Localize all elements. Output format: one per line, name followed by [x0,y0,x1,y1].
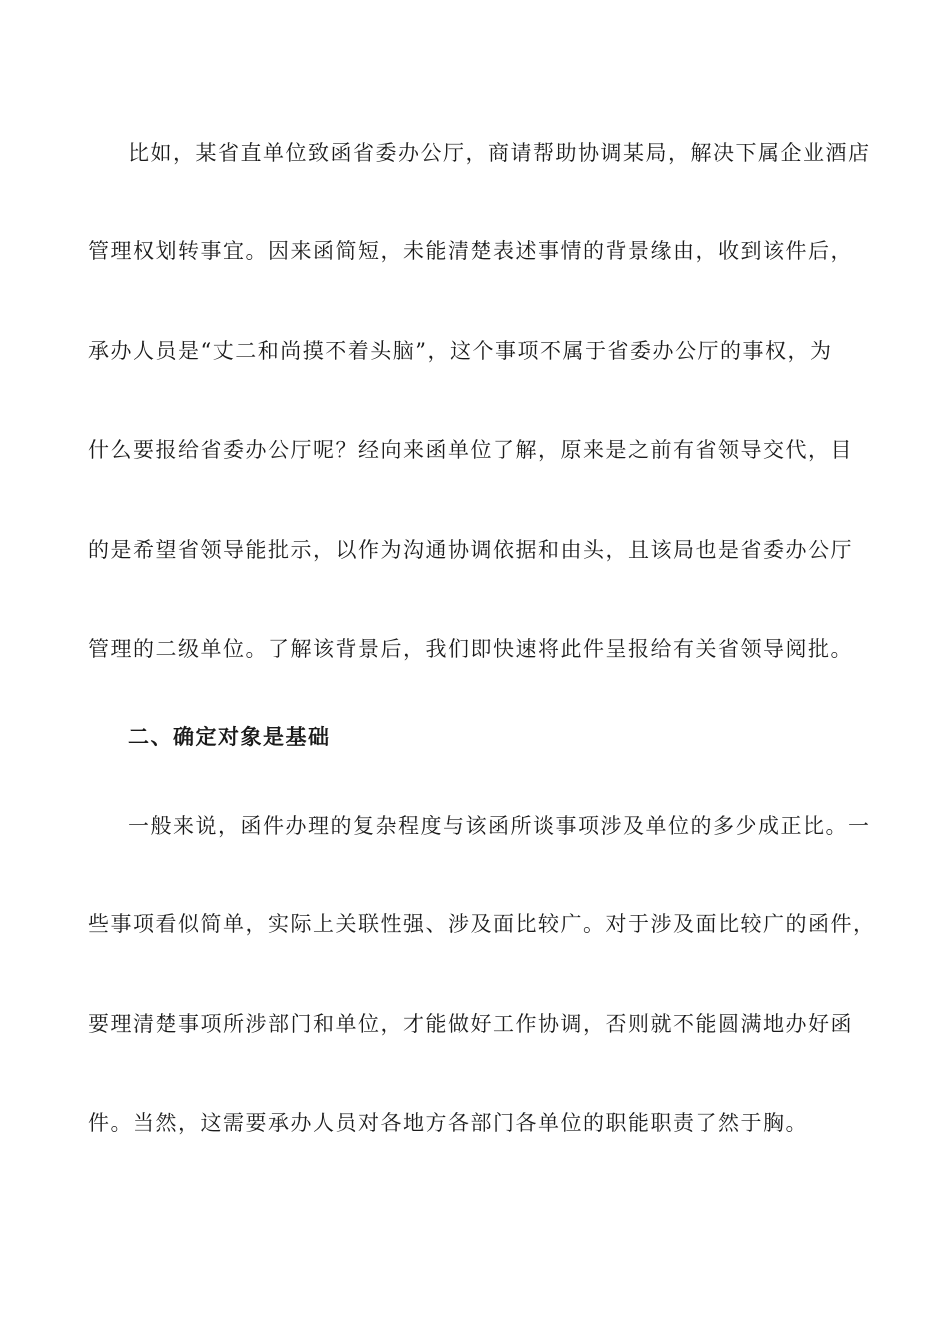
paragraph-1-line-4: 什么要报给省委办公厅呢？经向来函单位了解，原来是之前有省领导交代，目 [88,438,853,462]
paragraph-2-line-3: 要理清楚事项所涉部门和单位，才能做好工作协调，否则就不能圆满地办好函 [88,1012,853,1036]
section-heading: 二、确定对象是基础 [128,725,331,749]
paragraph-2-line-4: 件。当然，这需要承办人员对各地方各部门各单位的职能职责了然于胸。 [88,1111,808,1135]
paragraph-2-line-1: 一般来说，函件办理的复杂程度与该函所谈事项涉及单位的多少成正比。一 [128,814,871,838]
paragraph-1-line-2: 管理权划转事宜。因来函简短，未能清楚表述事情的背景缘由，收到该件后， [88,239,853,263]
paragraph-1-line-6: 管理的二级单位。了解该背景后，我们即快速将此件呈报给有关省领导阅批。 [88,637,853,661]
paragraph-1-line-1: 比如，某省直单位致函省委办公厅，商请帮助协调某局，解决下属企业酒店 [128,141,871,165]
paragraph-1-line-5: 的是希望省领导能批示，以作为沟通协调依据和由头，且该局也是省委办公厅 [88,538,853,562]
paragraph-2-line-2: 些事项看似简单，实际上关联性强、涉及面比较广。对于涉及面比较广的函件， [88,912,876,936]
paragraph-1-line-3: 承办人员是“丈二和尚摸不着头脑”，这个事项不属于省委办公厅的事权，为 [88,339,833,363]
